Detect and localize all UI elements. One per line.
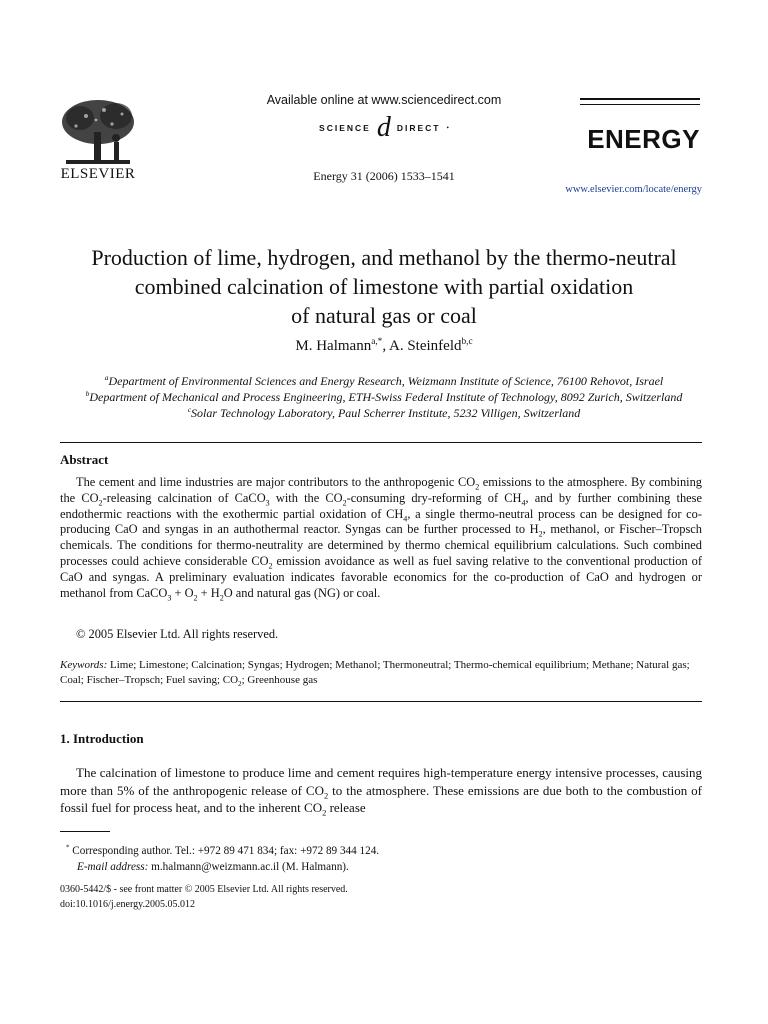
journal-rule	[580, 98, 700, 100]
corresponding-author-footnote: * Corresponding author. Tel.: +972 89 471 834; fax: +972 89 344 124.	[66, 843, 380, 857]
title-line: of natural gas or coal	[291, 303, 477, 328]
author-separator: ,	[382, 338, 389, 354]
sciencedirect-right: DIRECT	[396, 123, 441, 133]
section-body: The calcination of limestone to produce lime and cement requires high-temperature energy intensive processes, causing more than 5% of the anthropogenic release of $CO_2$ to the atmosphere. These emissions are due both to the combustion of fossil fuel for process heat, and to the inherent $CO_2$ release	[60, 765, 702, 818]
divider	[60, 701, 702, 702]
email-footnote: E-mail address: m.halmann@weizmann.ac.il (M. Halmann).	[77, 861, 349, 873]
sciencedirect-left: SCIENCE	[319, 123, 371, 133]
available-online-text: Available online at www.sciencedirect.com	[266, 93, 502, 107]
publisher-name: ELSEVIER	[60, 166, 136, 182]
title-line: Production of lime, hydrogen, and methanol by the thermo-neutral	[91, 245, 677, 270]
keywords-label: Keywords:	[60, 659, 108, 671]
corresponding-author-link[interactable]: *	[377, 337, 383, 347]
author-list	[0, 338, 768, 355]
section-heading: 1. Introduction	[60, 731, 144, 746]
article-title	[40, 243, 728, 330]
title-line: combined calcination of limestone with partial oxidation	[134, 274, 634, 299]
sciencedirect-dot: •	[446, 124, 449, 132]
journal-name: ENERGY	[587, 124, 700, 154]
journal-reference: Energy 31 (2006) 1533–1541	[313, 169, 455, 183]
footnote-rule	[60, 831, 110, 832]
affiliations	[40, 373, 728, 421]
author-affil-mark: b,c	[461, 337, 473, 347]
email-link[interactable]: m.halmann@weizmann.ac.il (M. Halmann).	[148, 861, 349, 873]
affiliation-item: $^c$Solar Technology Laboratory, Paul Scherrer Institute, 5232 Villigen, Switzerland	[187, 405, 581, 420]
author-name: A. Steinfeld	[389, 338, 462, 354]
doi-link[interactable]: doi:10.1016/j.energy.2005.05.012	[60, 899, 195, 910]
divider	[60, 442, 702, 443]
affiliation-item: $^a$Department of Environmental Sciences and Energy Research, Weizmann Institute of Science, 76100 Rehovot, Israel	[104, 373, 664, 388]
abstract-heading: Abstract	[60, 452, 109, 467]
abstract-copyright: © 2005 Elsevier Ltd. All rights reserved.	[76, 627, 279, 641]
journal-rule-thin	[580, 104, 700, 105]
affiliation-item: $^b$Department of Mechanical and Process Engineering, ETH-Swiss Federal Institute of Technology, 8092 Zurich, Switzerland	[85, 389, 683, 404]
abstract-text: The cement and lime industries are major contributors to the anthropogenic $CO_2$ emissions to the atmosphere. By combining the $CO_2$-releasing calcination of CaCO$_3$ with the $CO_2$-consuming dry-reforming of $CH_4$, and by further combining these endothermic reactions with the exothermic partial oxidation of $CH_4$, a single thermo-neutral process can be designed for co-producing CaO and syngas in an authothermal reactor. Syngas can be further processed to $H_2$, methanol, or Fischer–Tropsch chemicals. The conditions for thermo-neutrality are determined by thermo chemical equilibrium calculations. Such combined processes could achieve considerable $CO_2$ emission avoidance as well as fuel saving relative to the conventional production of CaO and syngas. A preliminary evaluation indicates favorable economics for the co-production of CaO and hydrogen or methanol from CaCO$_3$ + $O_2 + H_2O$ and natural gas (NG) or coal.	[60, 475, 702, 603]
sciencedirect-mark-icon: d	[376, 112, 391, 143]
author-name: M. Halmann	[295, 338, 372, 354]
issn-line: 0360-5442/$ - see front matter © 2005 Elsevier Ltd. All rights reserved.	[60, 884, 348, 895]
author-affil-mark: a,*	[371, 337, 383, 347]
keywords: Keywords: Lime; Limestone; Calcination; Syngas; Hydrogen; Methanol; Thermoneutral; Thermo-chemical equilibrium; Methane; Natural gas; Coal; Fischer–Tropsch; Fuel saving; $CO_2$; Greenhouse gas	[60, 659, 690, 689]
journal-url-link[interactable]: www.elsevier.com/locate/energy	[565, 184, 702, 195]
